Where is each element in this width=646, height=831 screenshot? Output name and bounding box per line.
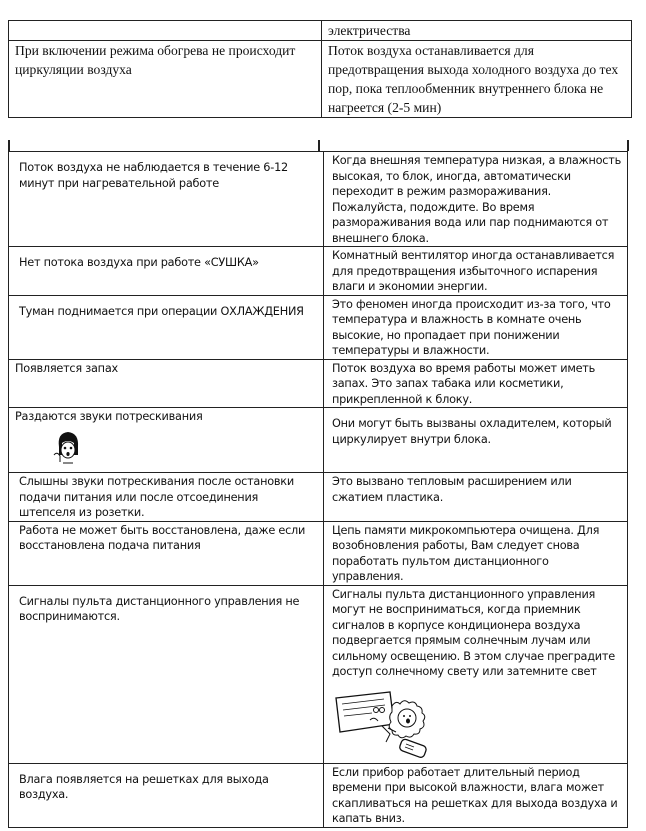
table-row bbox=[9, 408, 628, 473]
table-row bbox=[9, 473, 628, 522]
explanation-cell: Поток воздуха во время работы может иметь запах. Это запах табака или косметики, прикрепленной к блоку. bbox=[324, 359, 628, 408]
problem-cell bbox=[9, 408, 324, 473]
table-border-stub bbox=[318, 140, 320, 151]
problem-cell: Туман поднимается при операции ОХЛАЖДЕНИЯ bbox=[9, 295, 324, 359]
table-border-stub bbox=[627, 140, 629, 151]
explanation-cell: Комнатный вентилятор иногда останавливается для предотвращения избыточного испарения влаги и экономии энергии. bbox=[324, 247, 628, 296]
table-row bbox=[9, 247, 628, 296]
table-row bbox=[9, 41, 632, 118]
explanation-cell bbox=[324, 585, 628, 763]
troubleshooting-table-top bbox=[8, 20, 632, 118]
table-row bbox=[9, 521, 628, 585]
explanation-cell: электричества bbox=[322, 21, 632, 41]
troubleshooting-table-main bbox=[8, 151, 628, 828]
problem-cell: Сигналы пульта дистанционного управления не воспринимаются. bbox=[9, 585, 324, 763]
explanation-text: Они могут быть вызваны охладителем, который циркулирует внутри блока. bbox=[332, 417, 612, 446]
problem-text: Раздаются звуки потрескивания bbox=[15, 410, 203, 423]
explanation-cell: Поток воздуха останавливается для предотвращения выхода холодного воздуха до тех пор, пока теплообменник внутреннего блока не нагреется (2-5 мин) bbox=[322, 41, 632, 118]
table-row bbox=[9, 763, 628, 827]
explanation-cell: Если прибор работает длительный период времени при высокой влажности, влага может скапливаться на решетках для выхода воздуха и капать вниз. bbox=[324, 763, 628, 827]
explanation-cell bbox=[324, 408, 628, 473]
table-row bbox=[9, 295, 628, 359]
table-row bbox=[9, 152, 628, 247]
girl-covering-ears-icon bbox=[51, 429, 85, 465]
table-border-stub bbox=[8, 140, 10, 151]
problem-cell: Слышны звуки потрескивания после остановки подачи питания или после отсоединения штепселя из розетки. bbox=[9, 473, 324, 522]
problem-cell: Появляется запах bbox=[9, 359, 324, 408]
problem-cell: Работа не может быть восстановлена, даже если восстановлена подача питания bbox=[9, 521, 324, 585]
problem-cell: При включении режима обогрева не происходит циркуляции воздуха bbox=[9, 41, 322, 118]
explanation-cell: Когда внешняя температура низкая, а влажность высокая, то блок, иногда, автоматически переходит в режим размораживания. Пожалуйста, подождите. Во время размораживания вода или пар поднимаются от внешнего блока. bbox=[324, 152, 628, 247]
table-row bbox=[9, 21, 632, 41]
explanation-text: Сигналы пульта дистанционного управления могут не восприниматься, когда приемник сигналов в корпусе кондиционера воздуха подвергается прямым солнечным лучам или сильному освещению. В этом случае преградите доступ солнечному свету или затемните свет bbox=[332, 587, 615, 678]
problem-cell bbox=[9, 21, 322, 41]
problem-cell: Влага появляется на решетках для выхода воздуха. bbox=[9, 763, 324, 827]
explanation-cell: Это феномен иногда происходит из-за того, что температура и влажность в комнате очень высокие, но пропадает при понижении температуры и влажности. bbox=[324, 295, 628, 359]
table-row bbox=[9, 359, 628, 408]
explanation-cell: Цепь памяти микрокомпьютера очищена. Для возобновления работы, Вам следует снова поработать пультом дистанционного управления. bbox=[324, 521, 628, 585]
explanation-cell: Это вызвано тепловым расширением или сжатием пластика. bbox=[324, 473, 628, 522]
table-row bbox=[9, 585, 628, 763]
problem-cell: Нет потока воздуха при работе «СУШКА» bbox=[9, 247, 324, 296]
problem-cell: Поток воздуха не наблюдается в течение 6-12 минут при нагревательной работе bbox=[9, 152, 324, 247]
air-conditioner-sun-remote-icon bbox=[332, 686, 452, 762]
